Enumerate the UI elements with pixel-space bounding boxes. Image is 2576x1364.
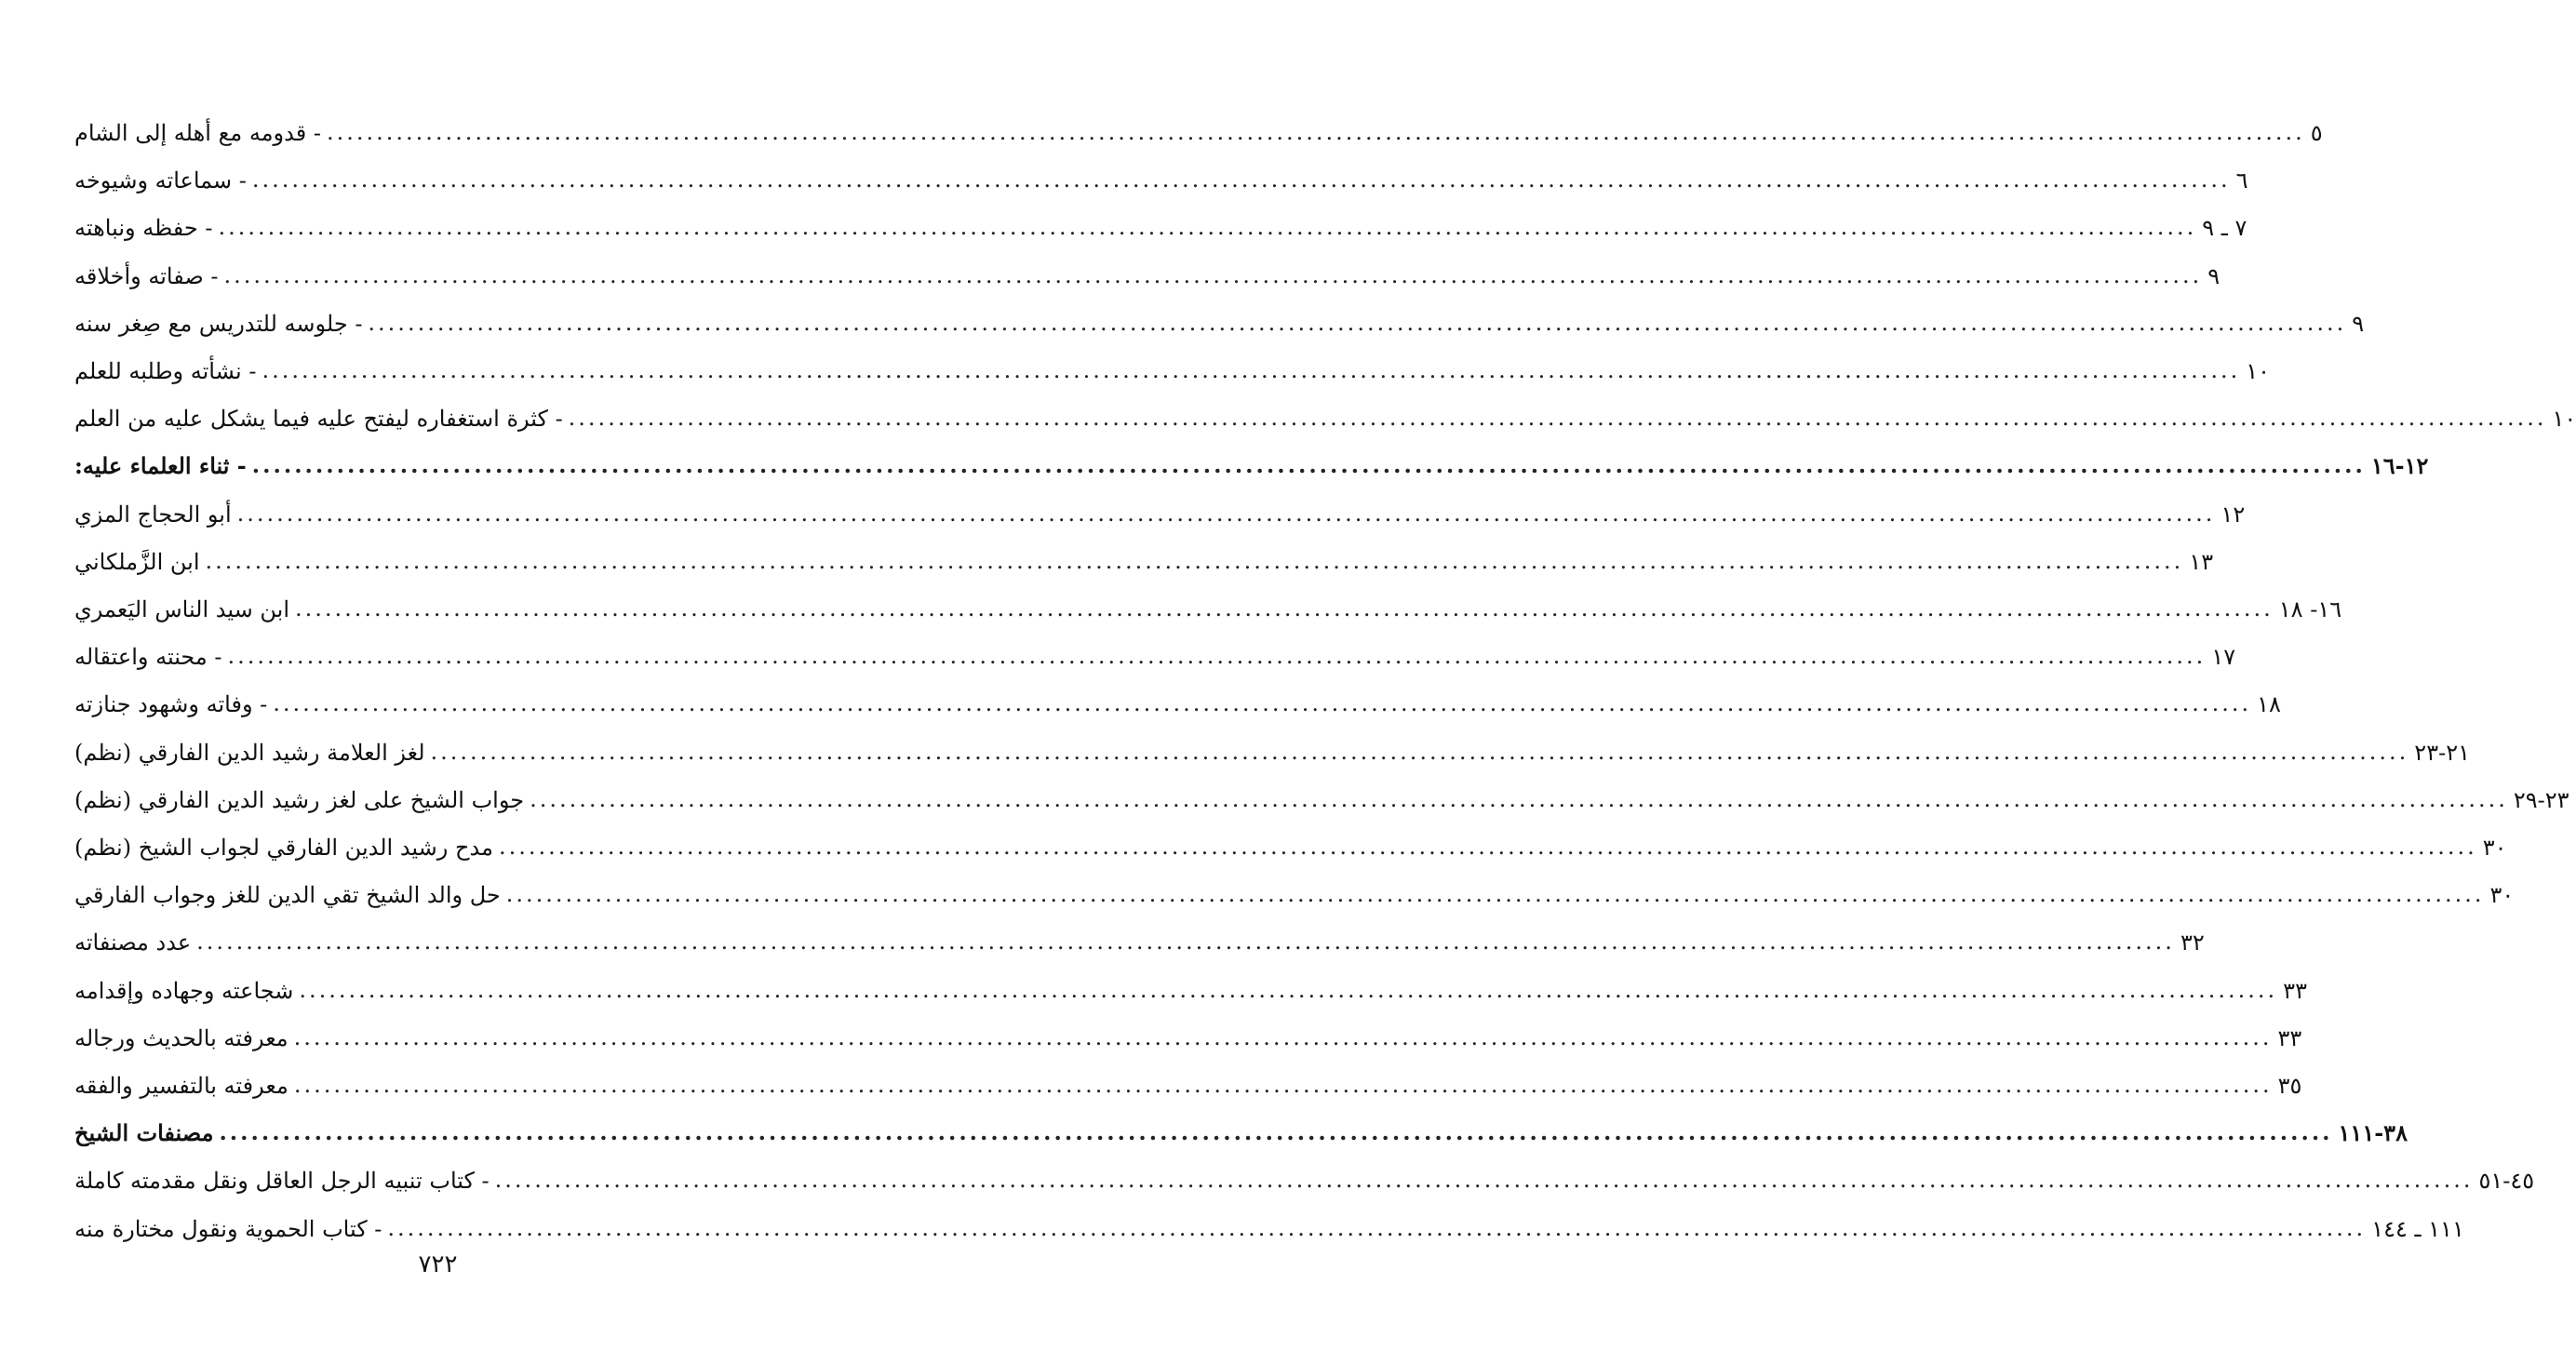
toc-entry [74,586,2342,633]
toc-entry [74,539,2214,585]
dot-leader: ........................................................................................................................................................................................................ [568,405,2547,432]
toc-entry-pages: ٦ [2235,167,2248,194]
toc-entry-title: - كتاب تنبيه الرجل العاقل ونقل مقدمته كاملة [74,1168,490,1195]
dot-leader: ........................................................................................................................................................................................................ [251,451,2366,479]
toc-entry [74,491,2246,538]
dot-leader: ........................................................................................................................................................................................................ [236,500,2216,527]
dot-leader: ........................................................................................................................................................................................................ [262,357,2241,383]
toc-entry-pages: ٣٨-١١١ [2338,1119,2408,1147]
toc-entry-title: عدد مصنفاته [74,929,192,956]
toc-entry-pages: ١٧ [2211,644,2236,671]
toc-entry-title: - قدومه مع أهله إلى الشام [74,120,321,146]
toc-entry [74,253,2220,300]
toc-entry-pages: ٣٠ [2489,882,2515,909]
toc-entry [74,301,2365,347]
toc-entry [74,205,2247,251]
dot-leader: ........................................................................................................................................................................................................ [368,309,2347,336]
toc-entry [74,634,2236,680]
dot-leader: ........................................................................................................................................................................................................ [227,643,2207,670]
dot-leader: ........................................................................................................................................................................................................ [387,1214,2367,1241]
toc-entry-title: مصنفات الشيخ [74,1119,214,1147]
toc-entry-pages: ٥ [2310,120,2323,146]
toc-entry [74,824,2507,871]
toc-entry-pages: ١٠ [2552,406,2576,433]
toc-entry [74,110,2323,156]
toc-entry-title: جواب الشيخ على لغز رشيد الدين الفارقي (نظم) [74,786,525,813]
toc-entry-pages: ٣٣ [2277,1024,2302,1051]
toc-entry-title: - كثرة استغفاره ليفتح عليه فيما يشكل عليه من العلم [74,406,563,433]
toc-entry-title: - محنته واعتقاله [74,644,222,671]
toc-entry-pages: ١٢-١٦ [2370,452,2429,480]
toc-entry-title: - نشأته وطلبه للعلم [74,358,257,384]
toc-entry-pages: ١٢ [2220,501,2246,528]
dot-leader: ........................................................................................................................................................................................................ [293,1072,2273,1098]
toc-entry [74,968,2307,1014]
dot-leader: ........................................................................................................................................................................................................ [196,929,2175,956]
dot-leader: ........................................................................................................................................................................................................ [430,738,2409,765]
toc-entry-pages: ٣٢ [2180,929,2205,956]
toc-entry-pages: ٢٣-٢٩ [2513,786,2569,813]
toc-entry-title: أبو الحجاج المزي [74,501,232,528]
dot-leader: ........................................................................................................................................................................................................ [293,1023,2273,1050]
toc-entry-title: ابن سيد الناس اليَعمري [74,596,289,622]
toc-entry-pages: ١١١ ـ ١٤٤ [2371,1215,2464,1242]
toc-entry-pages: ١٣ [2189,548,2214,575]
toc-entry-pages: ١٠ [2246,358,2271,384]
toc-entry-pages: ٤٥-٥١ [2478,1168,2535,1195]
toc-entry-pages: ١٨ [2257,691,2281,718]
dot-leader: ........................................................................................................................................................................................................ [505,881,2485,908]
dot-leader: ........................................................................................................................................................................................................ [273,690,2252,717]
toc-entry-title: - جلوسه للتدريس مع صِغر سنه [74,310,363,337]
toc-entry-title: حل والد الشيخ تقي الدين للغز وجواب الفارقي [74,882,501,909]
toc-entry-title: شجاعته وجهاده وإقدامه [74,977,294,1004]
toc-entry [74,1063,2302,1109]
toc-entry-title: معرفته بالتفسير والفقه [74,1073,288,1099]
toc-entry-pages: ٩ [2207,262,2220,289]
toc-entry-title: - صفاته وأخلاقه [74,262,219,289]
toc-entry-title: - حفظه ونباهته [74,215,213,242]
dot-leader: ........................................................................................................................................................................................................ [299,976,2278,1003]
toc-entry-title: - سماعاته وشيوخه [74,167,247,194]
toc-entry-pages: ٣٣ [2283,977,2307,1004]
toc-entry-pages: ٢١-٢٣ [2414,739,2470,766]
toc-entry [74,1015,2302,1062]
dot-leader: ........................................................................................................................................................................................................ [498,834,2477,860]
toc-entry [74,919,2205,966]
dot-leader: ........................................................................................................................................................................................................ [494,1167,2474,1194]
toc-entry-pages: ٣٥ [2277,1073,2302,1099]
toc-entry-pages: ١٦- ١٨ [2278,596,2342,622]
toc-entry-title: - وفاته وشهود جنازته [74,691,268,718]
toc-entry-title: - كتاب الحموية ونقول مختارة منه [74,1215,382,1242]
dot-leader: ........................................................................................................................................................................................................ [530,785,2508,812]
toc-entry-pages: ٣٠ [2482,835,2507,861]
dot-leader: ........................................................................................................................................................................................................ [223,261,2203,288]
toc-entry [74,395,2576,442]
dot-leader: ........................................................................................................................................................................................................ [219,1118,2333,1146]
toc-entry [74,1206,2464,1252]
toc-entry [74,1110,2408,1157]
toc-entry [74,1157,2535,1204]
toc-entry [74,872,2515,918]
toc-entry [74,157,2248,204]
dot-leader: ........................................................................................................................................................................................................ [326,119,2305,145]
toc-entry [74,777,2569,823]
toc-entry-title: مدح رشيد الدين الفارقي لجواب الشيخ (نظم) [74,835,493,861]
dot-leader: ........................................................................................................................................................................................................ [205,547,2184,574]
toc-entry [74,681,2281,728]
dot-leader: ........................................................................................................................................................................................................ [218,214,2197,241]
toc-entry [74,443,2429,489]
dot-leader: ........................................................................................................................................................................................................ [251,167,2231,194]
toc-entry-pages: ٩ [2352,310,2365,337]
page-number: ٧٢٢ [418,1250,458,1278]
toc-entry-title: ابن الزَّملكاني [74,548,200,575]
toc-entry [74,348,2271,394]
toc-entry-title: - ثناء العلماء عليه: [74,452,247,480]
toc-entry-title: لغز العلامة رشيد الدين الفارقي (نظم) [74,739,425,766]
dot-leader: ........................................................................................................................................................................................................ [295,595,2274,622]
toc-entry [74,729,2470,776]
toc-entry-pages: ٧ ـ ٩ [2202,215,2247,242]
toc-entry-title: معرفته بالحديث ورجاله [74,1024,288,1051]
